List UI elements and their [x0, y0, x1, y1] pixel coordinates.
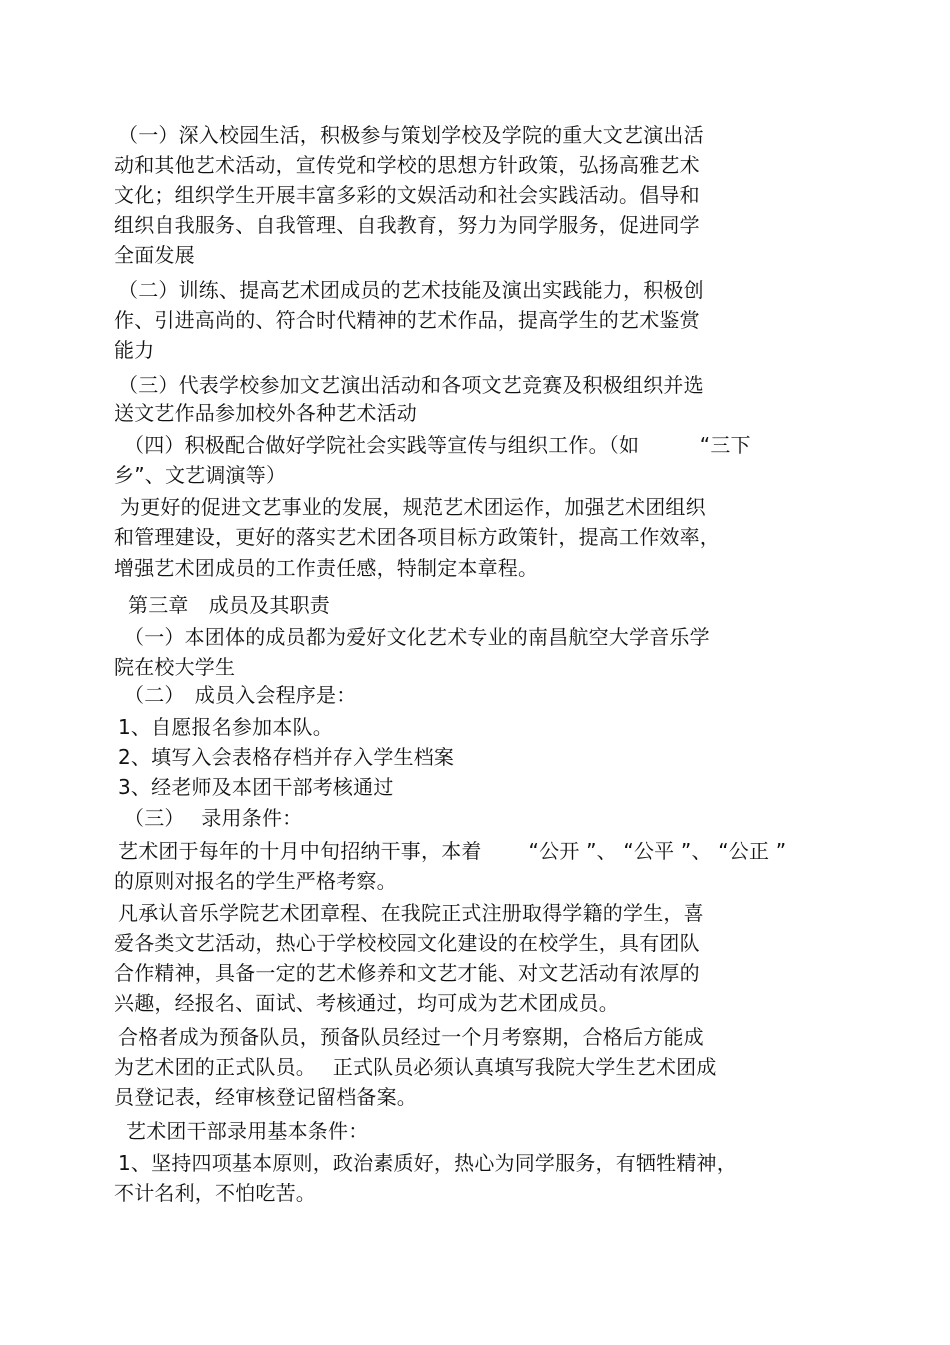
text-line: 为艺术团的正式队员。 正式队员必须认真填写我院大学生艺术团成: [114, 1055, 717, 1079]
text-line: 全面发展: [114, 243, 195, 267]
text-line: （三）代表学校参加文艺演出活动和各项文艺竞赛及积极组织并选: [118, 373, 704, 397]
text-line: 增强艺术团成员的工作责任感，特制定本章程。: [114, 556, 539, 580]
text-line: （一）深入校园生活，积极参与策划学校及学院的重大文艺演出活: [118, 123, 704, 147]
text-line: 合作精神，具备一定的艺术修养和文艺才能、对文艺活动有浓厚的: [114, 961, 700, 985]
text-line: 作、引进高尚的、符合时代精神的艺术作品，提高学生的艺术鉴赏: [114, 308, 700, 332]
text-line: 艺术团于每年的十月中旬招纳干事，本着 “公开 ”、 “公平 ”、 “公正 ”: [118, 839, 787, 863]
text-line: 动和其他艺术活动，宣传党和学校的思想方针政策，弘扬高雅艺术: [114, 153, 700, 177]
text-line: 组织自我服务、自我管理、自我教育，努力为同学服务，促进同学: [114, 213, 700, 237]
text-line: 能力: [114, 338, 155, 362]
text-line: 2、填写入会表格存档并存入学生档案: [118, 745, 455, 769]
text-line: 和管理建设，更好的落实艺术团各项目标方政策针，提高工作效率，: [114, 525, 720, 549]
text-line: 爱各类文艺活动，热心于学校校园文化建设的在校学生，具有团队: [114, 931, 700, 955]
text-line: （二） 成员入会程序是：: [124, 683, 357, 707]
text-line: 乡”、文艺调演等）: [114, 463, 287, 487]
text-line: 院在校大学生: [114, 655, 236, 679]
text-line: 为更好的促进文艺事业的发展，规范艺术团运作，加强艺术团组织: [120, 495, 706, 519]
chapter-heading: 第三章 成员及其职责: [128, 593, 330, 617]
text-line: （一）本团体的成员都为爱好文化艺术专业的南昌航空大学音乐学: [124, 625, 710, 649]
text-line: 1、坚持四项基本原则，政治素质好，热心为同学服务，有牺牲精神，: [118, 1151, 737, 1175]
text-line: 3、经老师及本团干部考核通过: [118, 775, 394, 799]
text-line: 送文艺作品参加校外各种艺术活动: [114, 401, 417, 425]
text-line: 兴趣，经报名、面试、考核通过，均可成为艺术团成员。: [114, 991, 619, 1015]
text-line: 员登记表，经审核登记留档备案。: [114, 1085, 417, 1109]
text-line: 1、自愿报名参加本队。: [118, 715, 333, 739]
text-line: 文化；组织学生开展丰富多彩的文娱活动和社会实践活动。倡导和: [114, 183, 700, 207]
text-line: 艺术团干部录用基本条件：: [126, 1119, 369, 1143]
text-line: （四）积极配合做好学院社会实践等宣传与组织工作。（如 “三下: [124, 433, 751, 457]
text-line: （二）训练、提高艺术团成员的艺术技能及演出实践能力，积极创: [118, 278, 704, 302]
text-line: 合格者成为预备队员，预备队员经过一个月考察期，合格后方能成: [118, 1025, 704, 1049]
text-line: 凡承认音乐学院艺术团章程、在我院正式注册取得学籍的学生，喜: [118, 901, 704, 925]
text-line: （三） 录用条件：: [124, 806, 303, 830]
text-line: 的原则对报名的学生严格考察。: [114, 869, 397, 893]
text-line: 不计名利，不怕吃苦。: [114, 1181, 316, 1205]
